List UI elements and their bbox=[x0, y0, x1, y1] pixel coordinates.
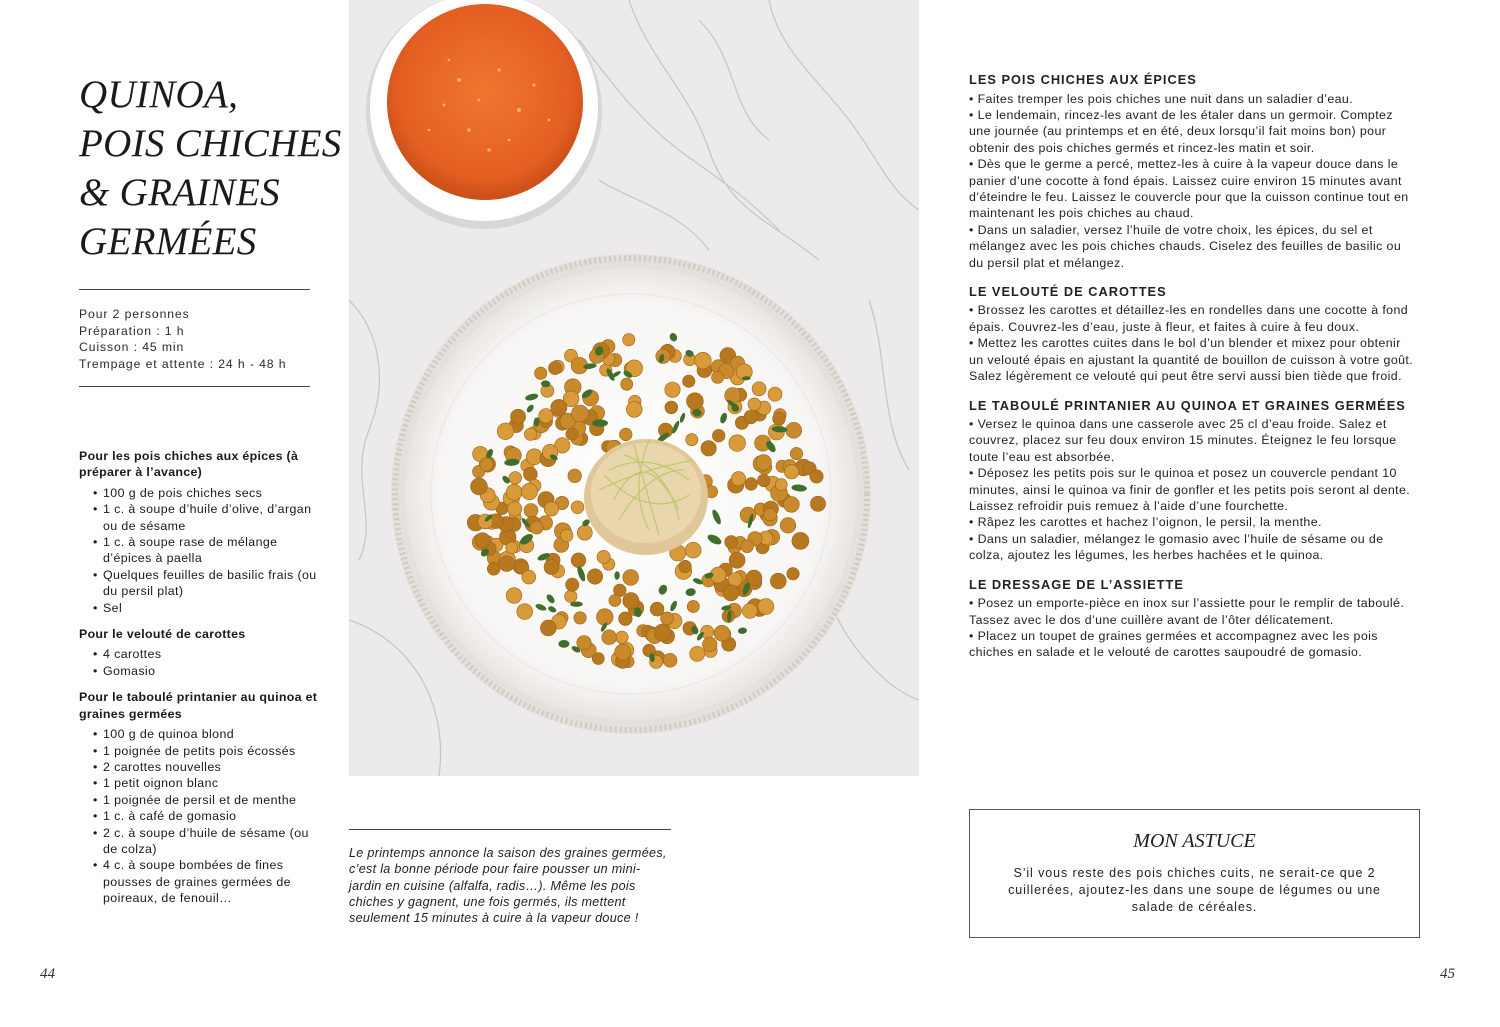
herb-leaf bbox=[592, 419, 608, 426]
chickpea bbox=[587, 569, 602, 584]
cook-time: Cuisson : 45 min bbox=[79, 340, 185, 354]
chickpea bbox=[521, 483, 537, 499]
step-paragraph: • Le lendemain, rincez-les avant de les étaler dans un germoir. Comptez une journée (au printemps et en été, deux lorsqu’il fait moins bon) pour obtenir des pois chiches germés et rincez-les matin et soir. bbox=[969, 107, 1393, 155]
chickpea bbox=[810, 496, 825, 511]
ingredient-item: • 1 petit oignon blanc bbox=[95, 775, 319, 791]
taboule bbox=[584, 439, 708, 555]
chickpea bbox=[685, 542, 701, 558]
chickpea bbox=[757, 474, 770, 487]
chickpea bbox=[729, 552, 745, 568]
step-paragraph: • Déposez les petits pois sur le quinoa et posez un couvercle pendant 10 minutes, ainsi le quinoa va finir de gonfler et les petits pois seront al dente. Laissez refroidir puis remuez à l’aide d’une fourchette. bbox=[969, 466, 1411, 514]
ingredient-list bbox=[79, 726, 319, 906]
chickpea bbox=[748, 398, 761, 411]
chickpea bbox=[609, 595, 621, 607]
chickpea bbox=[687, 393, 704, 410]
prep-time: Préparation : 1 h bbox=[79, 323, 185, 338]
step-title: LE TABOULÉ PRINTANIER AU QUINOA ET GRAINES GERMÉES bbox=[969, 397, 1406, 413]
tip-box bbox=[969, 809, 1420, 938]
step-paragraph: • Râpez les carottes et hachez l’oignon, le persil, la menthe. bbox=[969, 515, 1322, 530]
chickpea bbox=[712, 371, 724, 383]
chickpea bbox=[509, 472, 522, 485]
ingredient-item: • 1 poignée de petits pois écossés bbox=[95, 743, 319, 759]
chickpea bbox=[571, 501, 584, 514]
chickpea bbox=[712, 429, 725, 442]
chickpea bbox=[703, 637, 718, 652]
ingredient-item: • 2 carottes nouvelles bbox=[95, 759, 319, 775]
chickpea bbox=[615, 644, 631, 660]
chickpea bbox=[497, 423, 514, 440]
chickpea bbox=[620, 428, 633, 441]
ingredient-item: • 4 c. à soupe bombées de fines pousses de graines germées de poireaux, de fenouil… bbox=[95, 857, 319, 906]
chickpea bbox=[571, 405, 588, 422]
chickpea bbox=[506, 484, 522, 500]
step-section bbox=[969, 72, 1414, 271]
chickpea bbox=[740, 507, 756, 523]
ingredient-list bbox=[79, 646, 319, 679]
ingredient-item: • 100 g de pois chiches secs bbox=[95, 485, 319, 501]
soup-bowl bbox=[366, 0, 602, 229]
chickpea bbox=[665, 382, 680, 397]
ingredient-item: • Sel bbox=[95, 600, 319, 616]
chickpea bbox=[544, 560, 559, 575]
page-number-left: 44 bbox=[40, 966, 55, 982]
ingredient-item: • 4 carottes bbox=[95, 646, 319, 662]
recipe-title bbox=[79, 70, 342, 266]
ingredient-item: • 1 c. à soupe d’huile d’olive, d’argan ou de sésame bbox=[95, 501, 319, 534]
chickpea bbox=[623, 593, 639, 609]
ingredient-group bbox=[79, 689, 319, 906]
chickpea bbox=[535, 367, 547, 379]
chickpea bbox=[506, 588, 522, 604]
soak-time: Trempage et attente : 24 h - 48 h bbox=[79, 356, 287, 371]
chickpea bbox=[574, 612, 586, 624]
chickpea bbox=[756, 455, 772, 471]
chickpea bbox=[602, 630, 617, 645]
ingredient-item: • 1 poignée de persil et de menthe bbox=[95, 792, 319, 808]
step-paragraph: • Versez le quinoa dans une casserole avec 25 cl d’eau froide. Salez et couvrez, placez sur feu doux environ 15 minutes. Éteignez le feu lorsque toute l’eau est absorbée. bbox=[969, 417, 1397, 464]
chickpea bbox=[623, 570, 639, 586]
chickpea bbox=[616, 631, 629, 644]
chickpea bbox=[787, 568, 799, 580]
chickpea bbox=[661, 612, 674, 625]
chickpea bbox=[786, 422, 802, 438]
chickpea bbox=[729, 435, 746, 452]
chickpea bbox=[775, 479, 787, 491]
step-section bbox=[969, 284, 1414, 385]
ingredient-item: • 1 c. à café de gomasio bbox=[95, 808, 319, 824]
chickpea bbox=[566, 428, 578, 440]
chickpea bbox=[784, 465, 798, 479]
step-title: LE DRESSAGE DE L’ASSIETTE bbox=[969, 576, 1184, 592]
chickpea bbox=[471, 478, 488, 495]
chickpea bbox=[665, 401, 678, 414]
ingredient-item: • 2 c. à soupe d’huile de sésame (ou de colza) bbox=[95, 825, 319, 858]
ingredient-item: • 100 g de quinoa blond bbox=[95, 726, 319, 742]
title-line: POIS CHICHES bbox=[79, 122, 342, 165]
chickpea bbox=[744, 410, 758, 424]
chickpea bbox=[507, 502, 521, 516]
chickpea bbox=[577, 636, 591, 650]
chickpea bbox=[780, 518, 796, 534]
step-section bbox=[969, 577, 1414, 661]
chickpea bbox=[679, 560, 691, 572]
title-line: & GRAINES bbox=[79, 171, 280, 214]
chickpea bbox=[522, 570, 536, 584]
chickpea bbox=[714, 625, 730, 641]
chickpea bbox=[577, 525, 592, 540]
chickpea bbox=[650, 602, 664, 616]
title-line: GERMÉES bbox=[79, 220, 257, 263]
step-paragraph: • Posez un emporte-pièce en inox sur l’assiette pour le remplir de taboulé. Tassez avec le dos d’une cuillère avant de l’ôter délicatement. bbox=[969, 596, 1405, 627]
step-title: LE VELOUTÉ DE CAROTTES bbox=[969, 283, 1167, 299]
step-paragraph: • Dans un saladier, versez l’huile de votre choix, les épices, du sel et mélangez avec les pois chiches chauds. Ciselez des feuilles de basilic ou du persil plat et mélangez. bbox=[969, 222, 1402, 270]
ingredient-group bbox=[79, 626, 319, 679]
chickpea bbox=[695, 352, 712, 369]
title-line: QUINOA, bbox=[79, 73, 239, 116]
chickpea bbox=[597, 609, 614, 626]
ingredient-group bbox=[79, 448, 319, 616]
chickpea bbox=[499, 556, 515, 572]
photo-caption: Le printemps annonce la saison des graines germées, c’est la bonne période pour faire pousser un mini-jardin en cuisine (alfalfa, radis…). Même les pois chiches y gagnent, une fois germés, ils mettent seulement 15 minutes à cuire à la vapeur douce ! bbox=[349, 846, 667, 926]
divider bbox=[79, 386, 310, 387]
recipe-meta bbox=[79, 306, 286, 372]
ingredients bbox=[79, 448, 319, 917]
chickpea bbox=[487, 562, 500, 575]
chickpea bbox=[784, 497, 800, 513]
ingredient-group-title: Pour le velouté de carottes bbox=[79, 627, 246, 642]
step-paragraph: • Brossez les carottes et détaillez-les en rondelles dans une cocotte à fond épais. Couvrez-les d’eau, juste à fleur, et faites à cuire à feu doux. bbox=[969, 303, 1409, 334]
chickpea bbox=[741, 540, 754, 553]
step-paragraph: • Dans un saladier, mélangez le gomasio avec l’huile de sésame ou de colza, ajoutez les légumes, les herbes hachées et le quinoa. bbox=[969, 531, 1384, 563]
chickpea bbox=[626, 402, 642, 418]
chickpea bbox=[752, 382, 766, 396]
step-section bbox=[969, 398, 1414, 564]
chickpea bbox=[592, 653, 604, 665]
chickpea bbox=[701, 441, 716, 456]
step-paragraph: • Faites tremper les pois chiches une nuit dans un saladier d’eau. bbox=[969, 91, 1354, 106]
chickpea bbox=[758, 599, 774, 615]
chickpea bbox=[571, 553, 586, 568]
page-number-right: 45 bbox=[1440, 966, 1455, 982]
ingredient-group-title: Pour les pois chiches aux épices (à préparer à l’avance) bbox=[79, 449, 299, 480]
chickpea bbox=[565, 590, 577, 602]
ingredient-item: • Quelques feuilles de basilic frais (ou du persil plat) bbox=[95, 567, 319, 600]
chickpea bbox=[723, 585, 739, 601]
chickpea bbox=[745, 478, 758, 491]
chickpea bbox=[540, 620, 556, 636]
step-paragraph: • Mettez les carottes cuites dans le bol d’un blender et mixez pour obtenir un velouté épais en ajustant la quantité de bouillon de cuisson à votre goût. Salez légèrement ce velouté qui peut être servi aussi bien tiède que froid. bbox=[969, 336, 1414, 384]
caption-divider bbox=[349, 829, 671, 830]
chickpea bbox=[770, 573, 786, 589]
chickpea bbox=[687, 600, 699, 612]
chickpea bbox=[790, 447, 802, 459]
chickpea bbox=[731, 472, 745, 486]
chickpea bbox=[517, 604, 533, 620]
ingredient-group-title: Pour le taboulé printanier au quinoa et graines germées bbox=[79, 690, 318, 721]
chickpea bbox=[690, 646, 705, 661]
chickpea bbox=[566, 578, 579, 591]
step-paragraph: • Dès que le germe a percé, mettez-les à cuire à la vapeur douce dans le panier d’une cocotte à fond épais. Laissez cuire environ 15 minutes avant d’éteindre le feu. Laissez le couvercle pour que la cuisson continue tout en maintenant les pois chiches au chaud. bbox=[969, 157, 1409, 221]
chickpea bbox=[764, 508, 777, 521]
recipe-steps bbox=[969, 72, 1414, 674]
chickpea bbox=[597, 550, 610, 563]
chickpea bbox=[768, 387, 782, 401]
chickpea bbox=[773, 412, 786, 425]
chickpea bbox=[725, 536, 738, 549]
chickpea bbox=[683, 375, 695, 387]
chickpea bbox=[742, 603, 757, 618]
tip-title: MON ASTUCE bbox=[1133, 830, 1256, 852]
ingredient-list bbox=[79, 485, 319, 616]
chickpea bbox=[530, 521, 543, 534]
chickpea bbox=[551, 399, 567, 415]
chickpea bbox=[663, 653, 677, 667]
chickpea bbox=[619, 612, 633, 626]
chickpea bbox=[524, 504, 538, 518]
chickpea bbox=[511, 409, 526, 424]
chickpea bbox=[524, 428, 536, 440]
chickpea bbox=[506, 542, 518, 554]
chickpea bbox=[475, 533, 490, 548]
ingredient-item: • 1 c. à soupe rase de mélange d’épices à paella bbox=[95, 534, 319, 567]
chickpea bbox=[568, 469, 582, 483]
dish-photo bbox=[349, 0, 919, 776]
step-title: LES POIS CHICHES AUX ÉPICES bbox=[969, 72, 1197, 87]
chickpea bbox=[810, 470, 823, 483]
chickpea bbox=[654, 624, 671, 641]
chickpea bbox=[623, 334, 635, 346]
chickpea bbox=[792, 532, 809, 549]
chickpea bbox=[621, 378, 633, 390]
herb-leaf bbox=[558, 640, 569, 648]
step-paragraph: • Placez un toupet de graines germées et accompagnez avec les pois chiches en salade et le velouté de carottes saupoudré de gomasio. bbox=[969, 628, 1378, 660]
chickpea bbox=[686, 434, 698, 446]
ingredient-item: • Gomasio bbox=[95, 663, 319, 679]
chickpea bbox=[480, 458, 493, 471]
chickpea bbox=[539, 409, 553, 423]
servings: Pour 2 personnes bbox=[79, 307, 190, 321]
tip-text: S’il vous reste des pois chiches cuits, ne serait-ce que 2 cuillerées, ajoutez-les dans une soupe de légumes ou une salade de céréales. bbox=[1008, 866, 1381, 914]
divider bbox=[79, 289, 310, 290]
chickpea bbox=[524, 467, 538, 481]
chickpea bbox=[544, 502, 558, 516]
chickpea bbox=[549, 362, 562, 375]
chickpea bbox=[560, 529, 573, 542]
